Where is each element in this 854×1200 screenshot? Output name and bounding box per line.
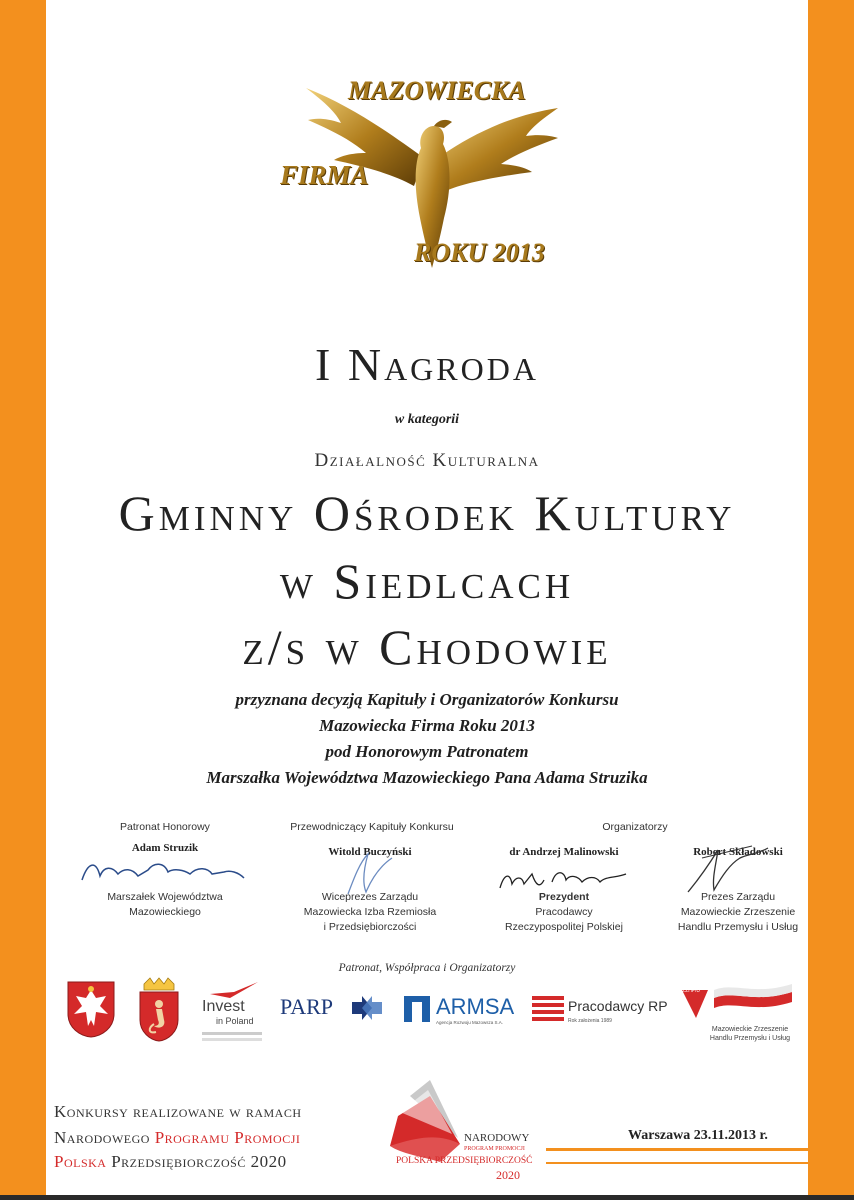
bottom-dark-bar <box>0 1195 854 1200</box>
armsa-logo <box>404 994 520 1030</box>
signature-1-scribble <box>78 852 248 888</box>
program-line-3-part-b: Przedsiębiorczość 2020 <box>111 1152 287 1171</box>
emblem-line-3: POLSKA PRZEDSIĘBIORCZOŚĆ <box>396 1156 533 1166</box>
signer-4-name: Robert Składowski <box>693 846 783 858</box>
invest-line-1: Invest <box>202 998 245 1015</box>
armsa-subtitle: Agencja Rozwoju Mazowsza S.A. <box>436 1020 504 1025</box>
signer-4-role-2: Mazowieckie Zrzeszenie <box>680 906 796 918</box>
signer-1-role-1: Marszałek Województwa <box>107 891 223 903</box>
chair-header: Przewodniczący Kapituły Konkursu <box>290 821 454 833</box>
signer-2-role-3: i Przedsiębiorczości <box>323 921 417 933</box>
invest-fine-print <box>202 1032 262 1035</box>
logo-word-roku: ROKU 2013 <box>414 238 545 267</box>
emblem-line-4: 2020 <box>496 1168 520 1182</box>
signer-2-name: Witold Buczyński <box>328 846 412 858</box>
footer-orange-line-1 <box>546 1148 808 1151</box>
signer-3-role-2: Pracodawcy <box>535 906 593 918</box>
signer-3-role-3: Rzeczypospolitej Polskiej <box>505 921 623 933</box>
armsa-square-icon-inner <box>412 1002 422 1022</box>
left-orange-band <box>0 0 46 1195</box>
partners-header: Patronat, Współpraca i Organizatorzy <box>338 962 516 974</box>
signer-1-name: Adam Struzik <box>131 842 199 854</box>
mzzhpiu-line-2: Handlu Przemysłu i Usług <box>709 1035 791 1042</box>
award-title: I Nagroda <box>315 339 539 390</box>
emblem-line-2: PROGRAM PROMOCJI <box>464 1146 525 1152</box>
logo-word-firma: FIRMA <box>280 160 369 190</box>
decision-line-1: przyznana decyzją Kapituły i Organizatorów Konkursu <box>235 690 619 709</box>
recipient-line-2: w Siedlcach <box>279 553 575 609</box>
patron-header: Patronat Honorowy <box>120 821 210 833</box>
program-line-2-part-b: Programu Promocji <box>154 1128 301 1147</box>
invest-in-poland-logo <box>198 980 268 1046</box>
pracodawcy-text: Pracodawcy RP <box>568 998 668 1014</box>
signer-3-role-1: Prezydent <box>538 891 590 903</box>
pracodawcy-stripes-icon <box>532 994 564 1024</box>
mzzhpiu-abbr: MZZHPiU <box>678 988 700 994</box>
issue-date: Warszawa 23.11.2013 r. <box>628 1128 768 1143</box>
program-line-2 <box>54 1128 300 1148</box>
invest-line-2: in Poland <box>216 1016 254 1026</box>
polska-przedsiebiorczosc-emblem-icon <box>380 1076 500 1168</box>
program-line-2-part-a: Narodowego <box>54 1128 155 1147</box>
pracodawcy-subtitle: Rok założenia 1989 <box>568 1018 612 1024</box>
decision-line-2: Mazowiecka Firma Roku 2013 <box>319 716 535 735</box>
recipient-line-1: Gminny Ośrodek Kultury <box>118 485 736 541</box>
parp-text: PARP <box>280 994 334 1019</box>
invest-fine-print-2 <box>202 1038 262 1041</box>
right-orange-band <box>808 0 854 1195</box>
program-line-3-part-a: Polska <box>54 1152 112 1171</box>
category-name: Działalność Kulturalna <box>314 450 540 471</box>
armsa-text: ARMSA <box>436 994 515 1019</box>
mzzhpiu-logo <box>674 984 798 1046</box>
footer-orange-line-2 <box>546 1162 808 1164</box>
signer-4-role-3: Handlu Przemysłu i Usług <box>677 921 799 933</box>
program-line-3 <box>54 1152 287 1172</box>
emblem-line-1: NARODOWY <box>464 1132 530 1144</box>
mzzhpiu-line-1: Mazowieckie Zrzeszenie <box>711 1026 789 1033</box>
organizers-header: Organizatorzy <box>602 821 668 833</box>
signer-3-name: dr Andrzej Malinowski <box>509 846 619 858</box>
parp-arrows-icon <box>350 992 384 1024</box>
signature-4-scribble <box>682 840 772 896</box>
pracodawcy-rp-logo <box>532 994 672 1030</box>
decision-line-3: pod Honorowym Patronatem <box>325 742 529 761</box>
program-line-1: Konkursy realizowane w ramach <box>54 1102 302 1121</box>
warsaw-coat-of-arms-icon <box>136 976 182 1042</box>
decision-line-4: Marszałka Województwa Mazowieckiego Pana Adama Struzika <box>206 768 648 787</box>
signer-2-role-2: Mazowiecka Izba Rzemiosła <box>303 906 437 918</box>
mazovia-coat-of-arms-icon <box>66 980 116 1038</box>
in-category-label: w kategorii <box>394 412 460 427</box>
recipient-line-3: z/s w Chodowie <box>242 619 612 675</box>
signer-1-role-2: Mazowieckiego <box>129 906 201 918</box>
signer-4-role-1: Prezes Zarządu <box>700 891 776 903</box>
invest-swoosh-icon <box>204 980 264 1000</box>
signer-2-role-1: Wiceprezes Zarządu <box>321 891 419 903</box>
parp-logo <box>280 994 390 1026</box>
logo-word-mazowiecka: MAZOWIECKA <box>348 76 526 105</box>
